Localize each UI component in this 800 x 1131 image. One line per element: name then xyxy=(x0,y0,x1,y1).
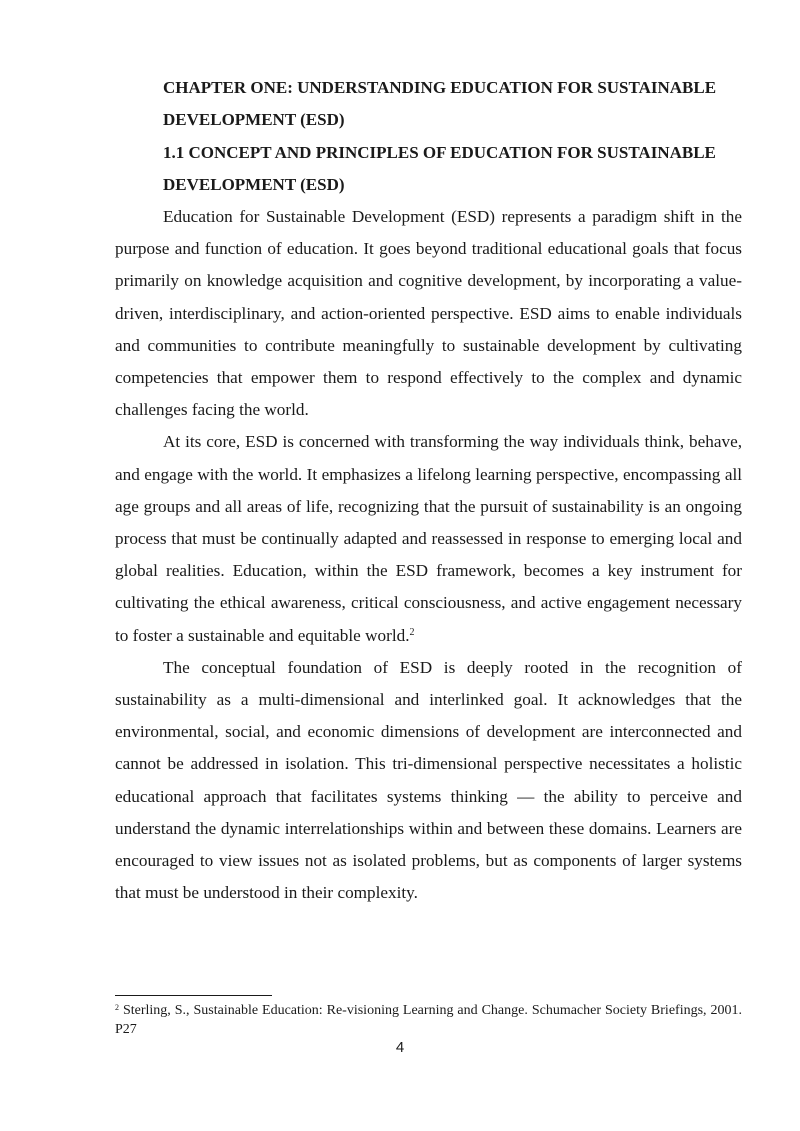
page-number: 4 xyxy=(395,1039,405,1056)
section-heading: 1.1 CONCEPT AND PRINCIPLES OF EDUCATION FOR SUSTAINABLE DEVELOPMENT (ESD) xyxy=(163,143,716,194)
paragraph xyxy=(115,426,742,651)
footnote-text: Sterling, S., Sustainable Education: Re-visioning Learning and Change. Schumacher Society Briefings, 2001. P27 xyxy=(115,1003,742,1037)
footnote-reference[interactable]: 2 xyxy=(409,626,415,638)
paragraph: Education for Sustainable Development (ESD) represents a paradigm shift in the purpose and function of education. It goes beyond traditional educational goals that focus primarily on knowledge acquisition and cognitive development, by incorporating a value-driven, interdisciplinary, and action-oriented perspective. ESD aims to enable individuals and communities to contribute meaningfully to sustainable development by cultivating competencies that empower them to respond effectively to the complex and dynamic challenges facing the world. xyxy=(115,207,742,420)
paragraph-text: At its core, ESD is concerned with transforming the way individuals think, behave, and engage with the world. It emphasizes a lifelong learning perspective, encompassing all age groups and all areas of life, recognizing that the pursuit of sustainability is an ongoing process that must be continually adapted and reassessed in response to emerging local and global realities. Education, within the ESD framework, becomes a key instrument for cultivating the ethical awareness, critical consciousness, and active engagement necessary to foster a sustainable and equitable world. xyxy=(115,432,742,645)
footnote-divider xyxy=(115,995,272,996)
paragraph: The conceptual foundation of ESD is deeply rooted in the recognition of sustainability as a multi-dimensional and interlinked goal. It acknowledges that the environmental, social, and economic dimensions of development are interconnected and cannot be addressed in isolation. This tri-dimensional perspective necessitates a holistic educational approach that facilitates systems thinking — the ability to perceive and understand the dynamic interrelationships within and between these domains. Learners are encouraged to view issues not as isolated problems, but as components of larger systems that must be understood in their complexity. xyxy=(115,657,742,903)
body-text xyxy=(115,201,742,909)
footnote-marker: 2 xyxy=(115,1003,119,1012)
footnote xyxy=(115,1001,742,1039)
chapter-heading: CHAPTER ONE: UNDERSTANDING EDUCATION FOR SUSTAINABLE DEVELOPMENT (ESD) xyxy=(163,78,717,129)
